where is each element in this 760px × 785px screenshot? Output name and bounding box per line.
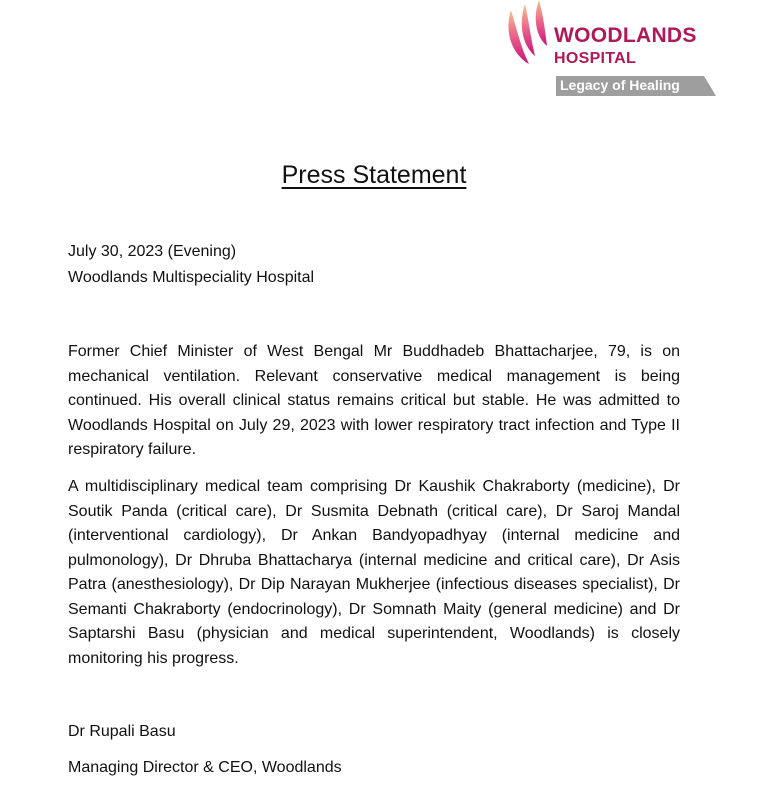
flame-logo-icon	[503, 0, 551, 66]
signatory-title: Managing Director & CEO, Woodlands	[68, 759, 342, 776]
page-title: Press Statement	[281, 161, 467, 189]
statement-location: Woodlands Multispeciality Hospital	[68, 269, 315, 286]
logo-name: WOODLANDS	[554, 24, 697, 47]
logo-tagline	[556, 76, 714, 96]
signatory-name: Dr Rupali Basu	[68, 723, 176, 740]
hospital-logo	[500, 0, 720, 100]
logo-subtitle: HOSPITAL	[554, 50, 637, 67]
paragraph-status: Former Chief Minister of West Bengal Mr Buddhadeb Bhattacharjee, 79, is on mechanical ventilation. Relevant conservative medical management is being continued. His overall clinical status remains critical but stable. He was admitted to Woodlands Hospital on July 29, 2023 with lower respiratory tract infection and Type II respiratory failure.	[68, 343, 680, 458]
tagline-text: Legacy of Healing	[560, 77, 680, 93]
statement-date: July 30, 2023 (Evening)	[68, 243, 237, 260]
paragraph-medical-team: A multidisciplinary medical team comprising Dr Kaushik Chakraborty (medicine), Dr Soutik Panda (critical care), Dr Susmita Debnath (critical care), Dr Saroj Mandal (interventional cardiology), Dr Ankan Bandyopadhyay (internal medicine and pulmonology), Dr Dhruba Bhattacharya (internal medicine and critical care), Dr Asis Patra (anesthesiology), Dr Dip Narayan Mukherjee (infectious diseases specialist), Dr Semanti Chakraborty (endocrinology), Dr Somnath Maity (general medicine) and Dr Saptarshi Basu (physician and medical superintendent, Woodlands) is closely monitoring his progress.	[68, 478, 680, 667]
